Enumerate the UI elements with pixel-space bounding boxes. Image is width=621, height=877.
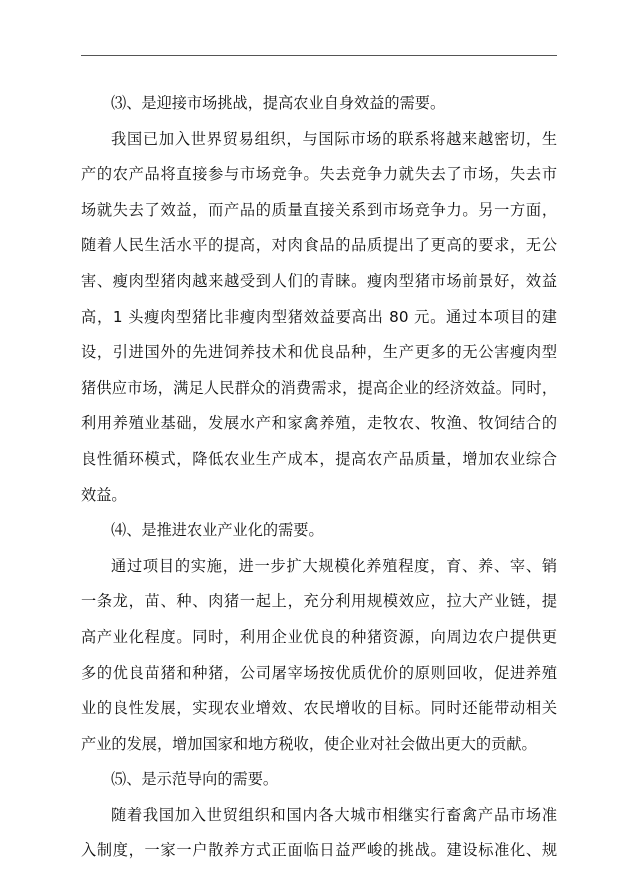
header-rule (81, 55, 557, 56)
paragraph-line: 我国已加入世界贸易组织，与国际市场的联系将越来越密切，生 (111, 129, 557, 148)
paragraph-line: 产业的发展，增加国家和地方税收，使企业对社会做出更大的贡献。 (81, 734, 537, 753)
paragraph-line: 效益。 (81, 485, 127, 504)
paragraph-line: 高，1 头瘦肉型猪比非瘦肉型猪效益要高出 80 元。通过本项目的建 (81, 307, 557, 326)
paragraph-line: 高产业化程度。同时，利用企业优良的种猪资源，向周边农户提供更 (81, 627, 557, 646)
paragraph-line: 猪供应市场，满足人民群众的消费需求，提高企业的经济效益。同时， (81, 378, 557, 397)
paragraph-line: 产的农产品将直接参与市场竞争。失去竞争力就失去了市场，失去市 (81, 165, 557, 184)
paragraph-line: 场就失去了效益，而产品的质量直接关系到市场竞争力。另一方面， (81, 200, 557, 219)
section-heading-4: ⑷、是推进农业产业化的需要。 (111, 521, 324, 540)
paragraph-line: 入制度，一家一户散养方式正面临日益严峻的挑战。建设标准化、规 (81, 841, 557, 860)
paragraph-line: 随着我国加入世贸组织和国内各大城市相继实行畜禽产品市场准 (111, 805, 557, 824)
paragraph-line: 设，引进国外的先进饲养技术和优良品种，生产更多的无公害瘦肉型 (81, 343, 557, 362)
paragraph-line: 多的优良苗猪和种猪，公司屠宰场按优质优价的原则回收，促进养殖 (81, 663, 557, 682)
section-heading-3: ⑶、是迎接市场挑战，提高农业自身效益的需要。 (111, 94, 446, 112)
paragraph-line: 利用养殖业基础，发展水产和家禽养殖，走牧农、牧渔、牧饲结合的 (81, 414, 557, 433)
paragraph-line: 随着人民生活水平的提高，对肉食品的品质提出了更高的要求，无公 (81, 236, 557, 255)
section-heading-5: ⑸、是示范导向的需要。 (111, 770, 279, 789)
document-body (81, 86, 557, 869)
paragraph-line: 良性循环模式，降低农业生产成本，提高农产品质量，增加农业综合 (81, 449, 557, 468)
paragraph-line: 业的良性发展，实现农业增效、农民增收的目标。同时还能带动相关 (81, 699, 557, 718)
paragraph-line: 一条龙，苗、种、肉猪一起上，充分利用规模效应，拉大产业链，提 (81, 592, 557, 611)
paragraph-line: 害、瘦肉型猪肉越来越受到人们的青睐。瘦肉型猪市场前景好，效益 (81, 271, 557, 290)
paragraph-line: 通过项目的实施，进一步扩大规模化养殖程度，育、养、宰、销 (111, 556, 557, 575)
